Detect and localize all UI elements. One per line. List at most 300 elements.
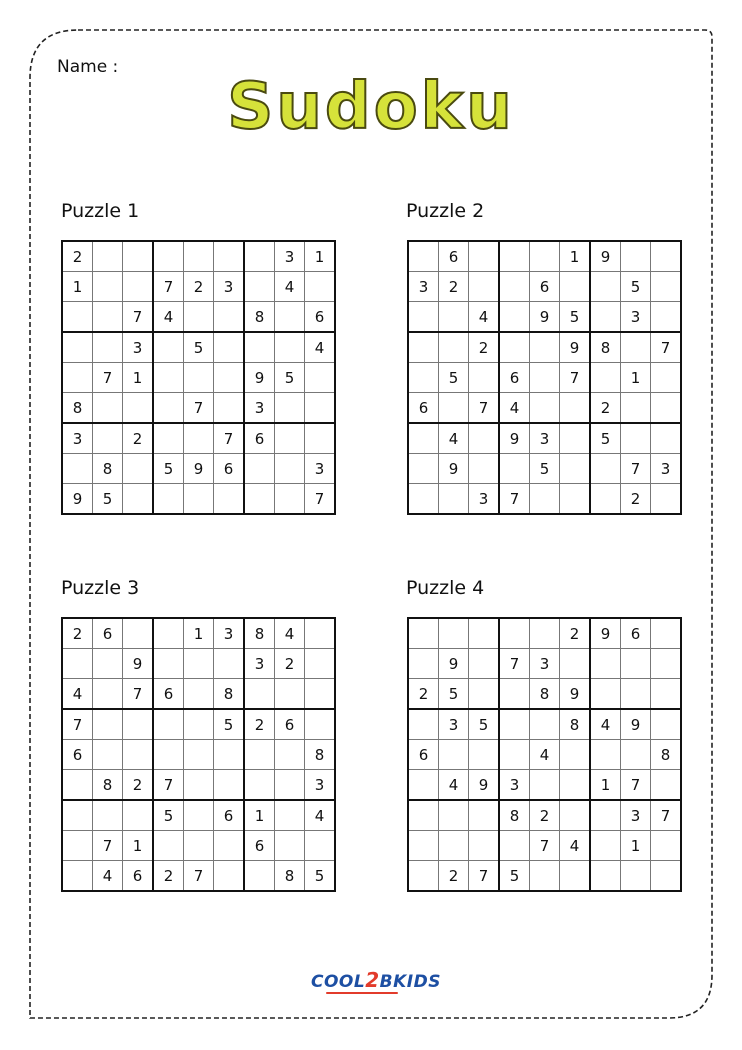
sudoku-cell[interactable]: 1: [305, 241, 336, 272]
sudoku-cell[interactable]: [275, 454, 305, 484]
sudoku-cell[interactable]: 6: [439, 241, 469, 272]
sudoku-cell[interactable]: [651, 241, 682, 272]
sudoku-cell[interactable]: [590, 679, 621, 710]
sudoku-cell[interactable]: [621, 649, 651, 679]
sudoku-cell[interactable]: [560, 393, 591, 424]
sudoku-cell[interactable]: 4: [93, 861, 123, 892]
sudoku-cell[interactable]: 9: [439, 454, 469, 484]
sudoku-cell[interactable]: [153, 618, 184, 649]
sudoku-cell[interactable]: 1: [244, 800, 275, 831]
sudoku-cell[interactable]: 3: [275, 241, 305, 272]
sudoku-cell[interactable]: 6: [214, 800, 245, 831]
sudoku-cell[interactable]: [621, 241, 651, 272]
sudoku-cell[interactable]: [214, 861, 245, 892]
sudoku-cell[interactable]: 7: [305, 484, 336, 515]
sudoku-cell[interactable]: [184, 709, 214, 740]
sudoku-cell[interactable]: 7: [93, 363, 123, 393]
sudoku-cell[interactable]: [408, 241, 439, 272]
sudoku-cell[interactable]: [408, 709, 439, 740]
sudoku-cell[interactable]: [184, 770, 214, 801]
sudoku-cell[interactable]: 4: [499, 393, 530, 424]
sudoku-cell[interactable]: 1: [621, 831, 651, 861]
sudoku-cell[interactable]: [62, 800, 93, 831]
sudoku-cell[interactable]: 3: [651, 454, 682, 484]
sudoku-cell[interactable]: [214, 241, 245, 272]
sudoku-cell[interactable]: [469, 618, 500, 649]
sudoku-cell[interactable]: [651, 393, 682, 424]
sudoku-cell[interactable]: [214, 363, 245, 393]
sudoku-cell[interactable]: [305, 393, 336, 424]
sudoku-cell[interactable]: [560, 861, 591, 892]
sudoku-cell[interactable]: [651, 861, 682, 892]
sudoku-cell[interactable]: [184, 241, 214, 272]
sudoku-cell[interactable]: [621, 861, 651, 892]
sudoku-cell[interactable]: [305, 709, 336, 740]
sudoku-cell[interactable]: [499, 454, 530, 484]
sudoku-cell[interactable]: 7: [123, 302, 154, 333]
sudoku-cell[interactable]: 2: [621, 484, 651, 515]
sudoku-cell[interactable]: 5: [439, 363, 469, 393]
sudoku-cell[interactable]: 3: [621, 800, 651, 831]
sudoku-cell[interactable]: [590, 454, 621, 484]
sudoku-cell[interactable]: [184, 679, 214, 710]
sudoku-cell[interactable]: [244, 332, 275, 363]
sudoku-cell[interactable]: 8: [530, 679, 560, 710]
sudoku-cell[interactable]: [184, 302, 214, 333]
sudoku-cell[interactable]: 8: [244, 618, 275, 649]
sudoku-cell[interactable]: 3: [408, 272, 439, 302]
sudoku-cell[interactable]: [93, 709, 123, 740]
sudoku-cell[interactable]: 3: [621, 302, 651, 333]
sudoku-cell[interactable]: [214, 393, 245, 424]
sudoku-cell[interactable]: [530, 618, 560, 649]
sudoku-cell[interactable]: [469, 272, 500, 302]
sudoku-cell[interactable]: [469, 831, 500, 861]
sudoku-cell[interactable]: [621, 740, 651, 770]
sudoku-cell[interactable]: 4: [439, 423, 469, 454]
sudoku-cell[interactable]: 3: [214, 272, 245, 302]
sudoku-cell[interactable]: 7: [469, 393, 500, 424]
sudoku-cell[interactable]: [439, 740, 469, 770]
sudoku-cell[interactable]: [275, 740, 305, 770]
sudoku-cell[interactable]: [560, 800, 591, 831]
sudoku-cell[interactable]: 2: [439, 272, 469, 302]
sudoku-cell[interactable]: [214, 649, 245, 679]
sudoku-cell[interactable]: 6: [214, 454, 245, 484]
sudoku-cell[interactable]: 1: [621, 363, 651, 393]
sudoku-cell[interactable]: [275, 831, 305, 861]
sudoku-cell[interactable]: 7: [469, 861, 500, 892]
sudoku-cell[interactable]: 4: [530, 740, 560, 770]
sudoku-cell[interactable]: [408, 332, 439, 363]
sudoku-cell[interactable]: 7: [530, 831, 560, 861]
sudoku-cell[interactable]: 2: [153, 861, 184, 892]
sudoku-cell[interactable]: 4: [305, 332, 336, 363]
sudoku-cell[interactable]: 3: [123, 332, 154, 363]
sudoku-cell[interactable]: [651, 618, 682, 649]
sudoku-cell[interactable]: 8: [93, 770, 123, 801]
sudoku-cell[interactable]: [275, 679, 305, 710]
sudoku-cell[interactable]: [62, 302, 93, 333]
sudoku-cell[interactable]: [439, 302, 469, 333]
sudoku-cell[interactable]: 8: [244, 302, 275, 333]
sudoku-cell[interactable]: [651, 302, 682, 333]
sudoku-cell[interactable]: [590, 302, 621, 333]
sudoku-cell[interactable]: [214, 332, 245, 363]
sudoku-cell[interactable]: [214, 831, 245, 861]
sudoku-cell[interactable]: 2: [560, 618, 591, 649]
sudoku-cell[interactable]: 5: [153, 454, 184, 484]
sudoku-cell[interactable]: 2: [469, 332, 500, 363]
sudoku-cell[interactable]: [153, 649, 184, 679]
sudoku-cell[interactable]: [93, 393, 123, 424]
sudoku-cell[interactable]: [621, 393, 651, 424]
sudoku-cell[interactable]: [153, 709, 184, 740]
sudoku-cell[interactable]: 9: [499, 423, 530, 454]
sudoku-cell[interactable]: 9: [184, 454, 214, 484]
sudoku-cell[interactable]: [621, 679, 651, 710]
sudoku-cell[interactable]: [560, 484, 591, 515]
sudoku-cell[interactable]: 2: [530, 800, 560, 831]
sudoku-cell[interactable]: 7: [153, 770, 184, 801]
sudoku-cell[interactable]: 3: [530, 423, 560, 454]
sudoku-cell[interactable]: 5: [621, 272, 651, 302]
sudoku-cell[interactable]: 9: [621, 709, 651, 740]
sudoku-cell[interactable]: 5: [530, 454, 560, 484]
sudoku-cell[interactable]: [469, 679, 500, 710]
sudoku-cell[interactable]: [214, 740, 245, 770]
sudoku-cell[interactable]: [275, 423, 305, 454]
sudoku-cell[interactable]: 1: [590, 770, 621, 801]
sudoku-cell[interactable]: [590, 800, 621, 831]
sudoku-cell[interactable]: [244, 770, 275, 801]
sudoku-cell[interactable]: 3: [244, 649, 275, 679]
sudoku-cell[interactable]: [305, 831, 336, 861]
sudoku-cell[interactable]: [439, 484, 469, 515]
sudoku-cell[interactable]: [499, 302, 530, 333]
sudoku-cell[interactable]: [651, 484, 682, 515]
sudoku-cell[interactable]: [123, 393, 154, 424]
sudoku-cell[interactable]: 3: [530, 649, 560, 679]
sudoku-cell[interactable]: [621, 332, 651, 363]
sudoku-cell[interactable]: 3: [469, 484, 500, 515]
sudoku-cell[interactable]: [93, 272, 123, 302]
sudoku-cell[interactable]: 3: [244, 393, 275, 424]
sudoku-cell[interactable]: 2: [244, 709, 275, 740]
sudoku-cell[interactable]: [153, 393, 184, 424]
sudoku-cell[interactable]: [499, 241, 530, 272]
sudoku-cell[interactable]: 4: [153, 302, 184, 333]
sudoku-cell[interactable]: [123, 740, 154, 770]
sudoku-cell[interactable]: [275, 393, 305, 424]
sudoku-cell[interactable]: 9: [560, 679, 591, 710]
sudoku-cell[interactable]: [590, 272, 621, 302]
sudoku-cell[interactable]: [469, 241, 500, 272]
sudoku-cell[interactable]: [469, 740, 500, 770]
sudoku-cell[interactable]: 5: [93, 484, 123, 515]
sudoku-cell[interactable]: [153, 332, 184, 363]
sudoku-cell[interactable]: 8: [275, 861, 305, 892]
sudoku-cell[interactable]: [408, 454, 439, 484]
sudoku-cell[interactable]: [651, 679, 682, 710]
sudoku-cell[interactable]: [184, 740, 214, 770]
sudoku-cell[interactable]: 7: [621, 770, 651, 801]
sudoku-cell[interactable]: [123, 618, 154, 649]
sudoku-cell[interactable]: [530, 332, 560, 363]
sudoku-cell[interactable]: [408, 861, 439, 892]
sudoku-cell[interactable]: 9: [560, 332, 591, 363]
sudoku-cell[interactable]: 9: [590, 618, 621, 649]
sudoku-cell[interactable]: [62, 363, 93, 393]
sudoku-cell[interactable]: 6: [123, 861, 154, 892]
sudoku-cell[interactable]: [439, 831, 469, 861]
sudoku-cell[interactable]: [469, 454, 500, 484]
sudoku-cell[interactable]: [214, 770, 245, 801]
sudoku-cell[interactable]: [590, 484, 621, 515]
sudoku-cell[interactable]: [93, 800, 123, 831]
sudoku-cell[interactable]: 2: [184, 272, 214, 302]
sudoku-cell[interactable]: [123, 800, 154, 831]
sudoku-cell[interactable]: 9: [123, 649, 154, 679]
sudoku-cell[interactable]: [62, 454, 93, 484]
sudoku-cell[interactable]: 9: [469, 770, 500, 801]
sudoku-cell[interactable]: 5: [560, 302, 591, 333]
sudoku-cell[interactable]: [651, 831, 682, 861]
sudoku-cell[interactable]: [93, 332, 123, 363]
sudoku-cell[interactable]: [93, 649, 123, 679]
sudoku-cell[interactable]: [499, 831, 530, 861]
sudoku-cell[interactable]: 6: [621, 618, 651, 649]
sudoku-cell[interactable]: [153, 484, 184, 515]
sudoku-cell[interactable]: [214, 302, 245, 333]
sudoku-cell[interactable]: [408, 423, 439, 454]
sudoku-cell[interactable]: 6: [244, 831, 275, 861]
sudoku-cell[interactable]: [93, 302, 123, 333]
sudoku-cell[interactable]: 5: [590, 423, 621, 454]
sudoku-cell[interactable]: 8: [651, 740, 682, 770]
sudoku-cell[interactable]: [153, 423, 184, 454]
sudoku-cell[interactable]: [275, 302, 305, 333]
sudoku-cell[interactable]: [439, 332, 469, 363]
sudoku-cell[interactable]: 8: [305, 740, 336, 770]
sudoku-cell[interactable]: 2: [123, 423, 154, 454]
sudoku-cell[interactable]: [62, 831, 93, 861]
sudoku-cell[interactable]: [153, 740, 184, 770]
sudoku-cell[interactable]: 3: [214, 618, 245, 649]
sudoku-cell[interactable]: [275, 484, 305, 515]
sudoku-cell[interactable]: [499, 709, 530, 740]
sudoku-cell[interactable]: [651, 363, 682, 393]
sudoku-cell[interactable]: 2: [590, 393, 621, 424]
sudoku-cell[interactable]: [93, 241, 123, 272]
sudoku-cell[interactable]: [651, 423, 682, 454]
sudoku-cell[interactable]: [244, 679, 275, 710]
sudoku-cell[interactable]: 6: [153, 679, 184, 710]
sudoku-cell[interactable]: [62, 649, 93, 679]
sudoku-cell[interactable]: [305, 679, 336, 710]
sudoku-cell[interactable]: [153, 831, 184, 861]
sudoku-cell[interactable]: 3: [439, 709, 469, 740]
sudoku-cell[interactable]: 2: [123, 770, 154, 801]
sudoku-cell[interactable]: 5: [439, 679, 469, 710]
sudoku-cell[interactable]: 2: [62, 241, 93, 272]
sudoku-cell[interactable]: 5: [469, 709, 500, 740]
sudoku-cell[interactable]: [590, 649, 621, 679]
sudoku-cell[interactable]: [123, 241, 154, 272]
sudoku-cell[interactable]: [93, 423, 123, 454]
sudoku-cell[interactable]: 9: [244, 363, 275, 393]
sudoku-cell[interactable]: [408, 302, 439, 333]
sudoku-cell[interactable]: [244, 740, 275, 770]
sudoku-cell[interactable]: 7: [499, 484, 530, 515]
sudoku-cell[interactable]: 1: [123, 363, 154, 393]
sudoku-cell[interactable]: [408, 484, 439, 515]
sudoku-cell[interactable]: 7: [153, 272, 184, 302]
sudoku-cell[interactable]: [184, 423, 214, 454]
sudoku-cell[interactable]: [214, 484, 245, 515]
sudoku-cell[interactable]: 8: [590, 332, 621, 363]
sudoku-cell[interactable]: [184, 363, 214, 393]
sudoku-cell[interactable]: 7: [62, 709, 93, 740]
sudoku-cell[interactable]: 6: [93, 618, 123, 649]
sudoku-cell[interactable]: 7: [621, 454, 651, 484]
sudoku-cell[interactable]: 1: [184, 618, 214, 649]
sudoku-cell[interactable]: 6: [244, 423, 275, 454]
sudoku-cell[interactable]: [305, 363, 336, 393]
sudoku-cell[interactable]: [651, 770, 682, 801]
sudoku-cell[interactable]: 5: [184, 332, 214, 363]
sudoku-cell[interactable]: [244, 241, 275, 272]
sudoku-cell[interactable]: 4: [275, 272, 305, 302]
sudoku-cell[interactable]: 3: [499, 770, 530, 801]
sudoku-cell[interactable]: 6: [408, 393, 439, 424]
sudoku-cell[interactable]: 6: [305, 302, 336, 333]
sudoku-cell[interactable]: [408, 649, 439, 679]
sudoku-cell[interactable]: [560, 454, 591, 484]
sudoku-cell[interactable]: 4: [62, 679, 93, 710]
sudoku-cell[interactable]: [651, 272, 682, 302]
sudoku-cell[interactable]: [93, 679, 123, 710]
sudoku-cell[interactable]: [305, 272, 336, 302]
sudoku-cell[interactable]: [469, 649, 500, 679]
sudoku-cell[interactable]: [499, 618, 530, 649]
sudoku-cell[interactable]: 1: [62, 272, 93, 302]
sudoku-cell[interactable]: [560, 649, 591, 679]
sudoku-cell[interactable]: [123, 484, 154, 515]
sudoku-cell[interactable]: [499, 740, 530, 770]
sudoku-cell[interactable]: [590, 363, 621, 393]
sudoku-cell[interactable]: 6: [275, 709, 305, 740]
sudoku-cell[interactable]: [590, 740, 621, 770]
sudoku-cell[interactable]: [62, 770, 93, 801]
sudoku-cell[interactable]: [184, 800, 214, 831]
sudoku-cell[interactable]: 8: [62, 393, 93, 424]
sudoku-cell[interactable]: 9: [590, 241, 621, 272]
sudoku-cell[interactable]: [499, 272, 530, 302]
sudoku-cell[interactable]: 4: [305, 800, 336, 831]
sudoku-cell[interactable]: 2: [275, 649, 305, 679]
sudoku-cell[interactable]: 7: [499, 649, 530, 679]
sudoku-cell[interactable]: [123, 709, 154, 740]
sudoku-cell[interactable]: [530, 709, 560, 740]
sudoku-cell[interactable]: 8: [93, 454, 123, 484]
sudoku-cell[interactable]: 9: [439, 649, 469, 679]
sudoku-cell[interactable]: [305, 649, 336, 679]
sudoku-cell[interactable]: [244, 272, 275, 302]
sudoku-cell[interactable]: 5: [214, 709, 245, 740]
sudoku-cell[interactable]: [408, 618, 439, 649]
sudoku-cell[interactable]: [153, 363, 184, 393]
sudoku-cell[interactable]: 2: [62, 618, 93, 649]
sudoku-cell[interactable]: [244, 861, 275, 892]
sudoku-cell[interactable]: 7: [214, 423, 245, 454]
sudoku-cell[interactable]: 5: [499, 861, 530, 892]
sudoku-cell[interactable]: [275, 800, 305, 831]
sudoku-cell[interactable]: 2: [408, 679, 439, 710]
sudoku-cell[interactable]: [499, 332, 530, 363]
sudoku-cell[interactable]: 5: [305, 861, 336, 892]
sudoku-cell[interactable]: [530, 241, 560, 272]
sudoku-cell[interactable]: [184, 831, 214, 861]
sudoku-cell[interactable]: [408, 831, 439, 861]
sudoku-cell[interactable]: 1: [560, 241, 591, 272]
sudoku-cell[interactable]: [651, 709, 682, 740]
sudoku-cell[interactable]: 4: [469, 302, 500, 333]
sudoku-cell[interactable]: 8: [560, 709, 591, 740]
sudoku-cell[interactable]: [560, 272, 591, 302]
sudoku-cell[interactable]: 2: [439, 861, 469, 892]
sudoku-cell[interactable]: [275, 770, 305, 801]
sudoku-cell[interactable]: [530, 484, 560, 515]
sudoku-cell[interactable]: 4: [439, 770, 469, 801]
sudoku-cell[interactable]: [651, 649, 682, 679]
sudoku-cell[interactable]: [123, 454, 154, 484]
sudoku-cell[interactable]: [499, 679, 530, 710]
sudoku-cell[interactable]: [560, 423, 591, 454]
sudoku-cell[interactable]: 7: [93, 831, 123, 861]
sudoku-cell[interactable]: 7: [560, 363, 591, 393]
sudoku-cell[interactable]: 1: [123, 831, 154, 861]
sudoku-cell[interactable]: [530, 363, 560, 393]
sudoku-cell[interactable]: 7: [184, 393, 214, 424]
sudoku-cell[interactable]: [62, 861, 93, 892]
sudoku-cell[interactable]: 7: [123, 679, 154, 710]
sudoku-cell[interactable]: [408, 770, 439, 801]
sudoku-cell[interactable]: [305, 423, 336, 454]
sudoku-cell[interactable]: [62, 332, 93, 363]
sudoku-cell[interactable]: [560, 770, 591, 801]
sudoku-cell[interactable]: 3: [305, 454, 336, 484]
sudoku-cell[interactable]: 6: [408, 740, 439, 770]
sudoku-cell[interactable]: [408, 363, 439, 393]
sudoku-cell[interactable]: [153, 241, 184, 272]
sudoku-cell[interactable]: 7: [651, 800, 682, 831]
sudoku-cell[interactable]: 4: [590, 709, 621, 740]
sudoku-cell[interactable]: 4: [275, 618, 305, 649]
sudoku-cell[interactable]: 3: [62, 423, 93, 454]
sudoku-cell[interactable]: [93, 740, 123, 770]
sudoku-cell[interactable]: 6: [530, 272, 560, 302]
sudoku-cell[interactable]: 9: [62, 484, 93, 515]
sudoku-cell[interactable]: 8: [499, 800, 530, 831]
sudoku-cell[interactable]: 3: [305, 770, 336, 801]
sudoku-cell[interactable]: 4: [560, 831, 591, 861]
sudoku-cell[interactable]: [590, 861, 621, 892]
sudoku-cell[interactable]: [408, 800, 439, 831]
sudoku-cell[interactable]: 8: [214, 679, 245, 710]
sudoku-cell[interactable]: 7: [184, 861, 214, 892]
sudoku-cell[interactable]: 5: [153, 800, 184, 831]
